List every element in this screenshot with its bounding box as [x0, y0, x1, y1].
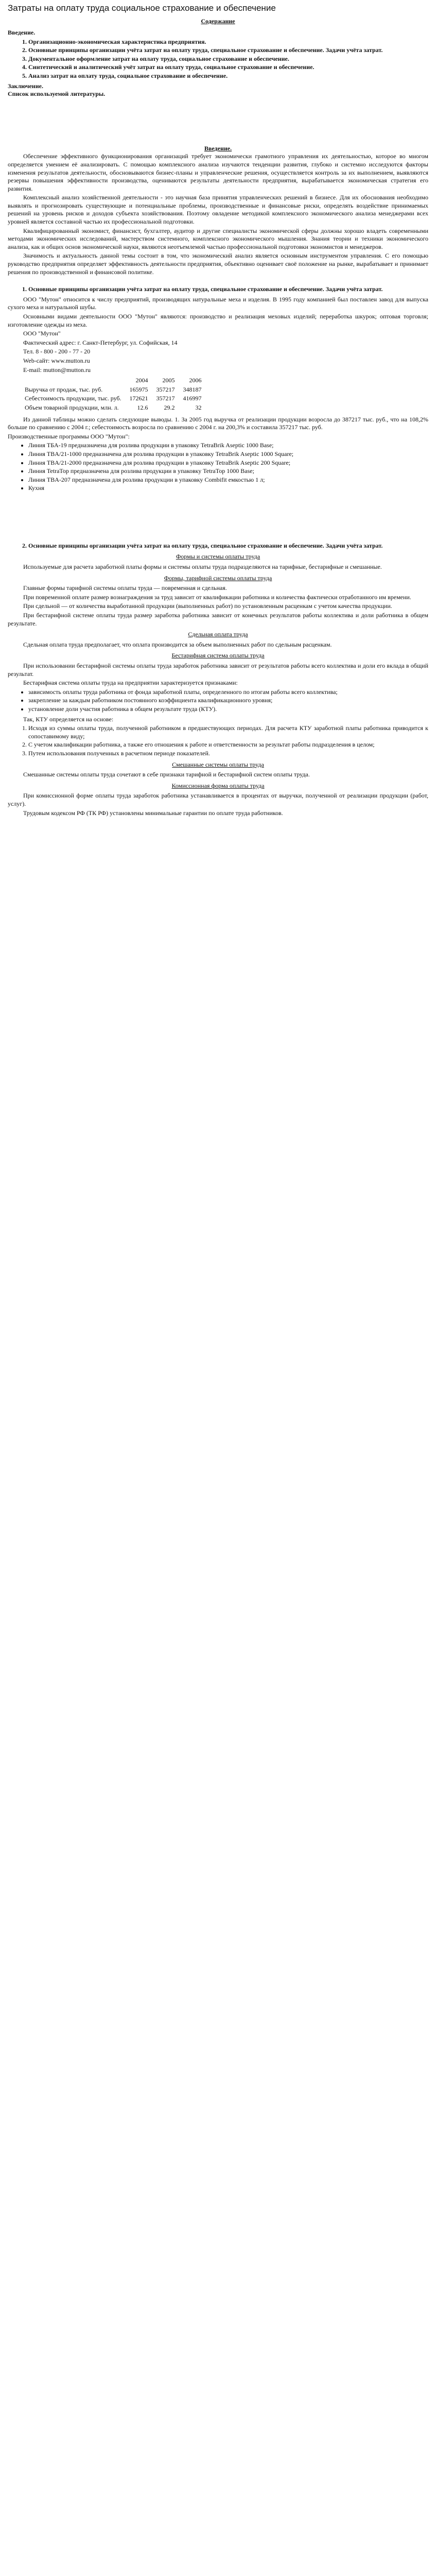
table-row-label: Объем товарной продукции, млн. л.: [25, 403, 119, 411]
intro-paragraph: Комплексный анализ хозяйственной деятельности - это научная база принятия управленческих решений в бизнесе. Для их обоснования необходимо выявлять и прогнозировать существующие и потенциальные проблемы, производственные и финансовые риски, определять воздействие принимаемых решений на уровень рисков и доходов субъекта хозяйствования. Поэтому овладение методикой комплексного экономического анализа менеджерами всех уровней является составной частью их профессиональной подготовки.: [8, 194, 428, 226]
table-cell: 29.2: [164, 403, 175, 411]
table-row-label: Себестоимость продукции, тыс. руб.: [25, 395, 121, 402]
section1-heading-list: [8, 285, 428, 294]
section2-paragraph: При повременной оплате размер вознаграждения за труд зависит от квалификации работника и количества фактически отработанного им времени.: [23, 593, 411, 601]
table-cell: 416997: [183, 395, 202, 402]
table-year: 2005: [162, 377, 175, 384]
toc-item[interactable]: 1. Организационно-экономическая характеристика предприятия.: [28, 38, 428, 46]
list-item: • закрепление за каждым работником постоянного коэффициента квалификационного уровня;: [28, 697, 428, 705]
table-header-row: [21, 376, 206, 385]
products-list: [8, 442, 428, 493]
list-item: 3. Путем использования полученных в расчетном периоде показателей.: [28, 750, 428, 758]
table-cell: 12.6: [137, 403, 148, 411]
list-item: 1. Исходя из суммы оплаты труда, полученной работником в предшествующих периодах. Для расчета КТУ заработной платы работника приводится к сопоставимому виду;: [28, 724, 428, 740]
section2-paragraph: Используемые для расчета заработной платы формы и системы оплаты труда подразделяются на тарифные, бестарифные и смешанные.: [23, 563, 382, 571]
section1-paragraph: ООО "Мутон" относится к числу предприятий, производящих натуральные меха и изделия. В 1995 году компанией был поставлен завод для выпуска сухого меха и натуральной шубы.: [8, 295, 428, 311]
list-item: • Линия TBA/21-1000 предназначена для розлива продукции в упаковку TetraBrik Aseptic 1000 Square;: [28, 450, 428, 459]
table-year: 2004: [135, 377, 148, 384]
intro-paragraph: Значимость и актуальность данной темы состоит в том, что экономический анализ является основным инструментом управления. С его помощью руководство предприятия определяет эффективность деятельности предприятия, объективно оценивает своё положение на рынке, вырабатывает и принимает решения по производственной и финансовой политике.: [8, 252, 428, 276]
subheading: Смешанные системы оплаты труда: [172, 760, 264, 768]
table-cell: 357217: [156, 395, 175, 402]
list-item: • Линия ТБА-19 предназначена для розлива продукции в упаковку TetraBrik Aseptic 1000 Base;: [28, 442, 428, 450]
company-email[interactable]: E-mail: mutton@mutton.ru: [23, 366, 91, 374]
section2-heading: 2. Основные принципы организации учёта затрат на оплату труда, специальное страхование и обеспечение. Задачи учёта затрат.: [28, 542, 428, 550]
subheading: Формы, тарифной системы оплаты труда: [164, 574, 272, 582]
section1-paragraph: Из данной таблицы можно сделать следующие выводы. 1. За 2005 год выручка от реализации продукции возросла до 387217 тыс. руб., что на 108,2% больше по сравнению с 2004 г.; себестоимость возросла по сравнению с 2004 г. на 200,3% и составила 357217 тыс. руб.: [8, 415, 428, 431]
document: [0, 0, 436, 818]
subheading: Бестарифная система оплаты труда: [171, 652, 265, 659]
list-item: • Линия TetraTop предназначена для розлива продукции в упаковку TetraTop 1000 Base;: [28, 467, 428, 476]
toc-list: [8, 38, 428, 80]
company-phone: Тел. 8 - 800 - 200 - 77 - 20: [23, 348, 91, 355]
list-item: • Линия TBA-207 предназначена для розлива продукции в упаковку Combifit емкостью 1 л;: [28, 476, 428, 484]
list-item: 2. С учетом квалификации работника, а также его отношения к работе и ответственности за результат работы подразделения в целом;: [28, 741, 428, 749]
intro-paragraph: Обеспечение эффективного функционирования организаций требует экономически грамотного управления их деятельностью, которое во многом определяется умением её анализировать. С помощью комплексного анализа изучаются тенденции развития, глубоко и системно исследуются факторы изменения результатов деятельности, обосновываются бизнес-планы и управленческие решения, осуществляется контроль за их выполнением, выявляются резервы повышения эффективности производства, оцениваются результаты деятельности предприятия, вырабатывается экономическая стратегия его развития.: [8, 152, 428, 192]
page-title: Затраты на оплату труда социальное страхование и обеспечение: [8, 3, 276, 13]
table-cell: 348187: [183, 385, 202, 393]
table-cell: 32: [195, 403, 202, 411]
subheading: Формы и системы оплаты труда: [176, 553, 260, 561]
section2-paragraph: Сдельная оплата труда предполагает, что оплата производится за объем выполненных работ по сдельным расценкам.: [23, 640, 332, 648]
toc-item[interactable]: 3. Документальное оформление затрат на оплату труда, социальное страхование и обеспечение.: [28, 55, 428, 63]
section2-paragraph: Главные формы тарифной системы оплаты труда — повременная и сдельная.: [23, 584, 227, 592]
financial-table: [21, 376, 206, 412]
list-item: • Линия TBA/21-2000 предназначена для розлива продукции в упаковку TetraBrik Aseptic 200 Square;: [28, 459, 428, 467]
table-row: [21, 403, 206, 413]
section2-paragraph: При сдельной — от количества выработанной продукции (выполненных работ) по установленным расценкам с учетом качества продукции.: [23, 602, 392, 610]
list-item: • установление доли участия работника в общем результате труда (КТУ).: [28, 705, 428, 714]
table-year: 2006: [189, 377, 202, 384]
company-address: Фактический адрес: г. Санкт-Петербург, ул. Софийская, 14: [23, 338, 178, 346]
table-row: [21, 394, 206, 403]
table-cell: 172621: [129, 395, 148, 402]
table-cell: 165975: [129, 385, 148, 393]
table-row: [21, 385, 206, 395]
company-name: ООО "Мутон": [23, 330, 61, 337]
ktu-list: [8, 724, 428, 757]
list-item: • Кухня: [28, 484, 428, 493]
section2-paragraph: Смешанные системы оплаты труда сочетают в себе признаки тарифной и бестарифной систем оплаты труда.: [23, 771, 310, 778]
toc-item[interactable]: 4. Синтетический и аналитический учёт затрат на оплату труда, социальное страхование и обеспечение.: [28, 63, 428, 72]
toc-item[interactable]: 2. Основные принципы организации учёта затрат на оплату труда, специальное страхование и обеспечение. Задачи учёта затрат.: [28, 46, 428, 55]
toc-literature: Список используемой литературы.: [8, 90, 106, 98]
table-cell: 357217: [156, 385, 175, 393]
products-heading: Производственные программы ООО "Мутон":: [8, 432, 130, 440]
tariff-list: [8, 688, 428, 714]
section2-paragraph: Трудовым кодексом РФ (ТК РФ) установлены минимальные гарантии по оплате труда работников.: [23, 809, 283, 817]
section2-paragraph: При комиссионной форме оплаты труда заработок работника устанавливается в процентах от выручки, полученной от реализации продукции (работ, услуг).: [8, 792, 428, 807]
section1-heading: 1. Основные принципы организации учёта затрат на оплату труда, специальное страхование и обеспечение. Задачи учёта затрат.: [28, 285, 428, 294]
subheading: Комиссионная форма оплаты труда: [171, 782, 265, 789]
section1-paragraph: Основными видами деятельности ООО "Мутон" являются: производство и реализация меховых изделий; переработка шкурок; оптовая торговля; изготовление одежды из меха.: [8, 313, 428, 328]
intro-heading: Введение.: [204, 144, 232, 152]
section2-paragraph: Так, КТУ определяется на основе:: [23, 715, 114, 723]
table-row-label: Выручка от продаж, тыс. руб.: [25, 385, 103, 393]
intro-paragraph: Квалифицированный экономист, финансист, бухгалтер, аудитор и другие специалисты экономической сферы должны хорошо владеть современными методами экономических исследований, мастерством системного, комплексного экономического мышления. Знания теории и техники экономического анализа, как и общих основ экономической науки, являются неотъемлемой частью профессиональной подготовки экономистов и менеджеров.: [8, 227, 428, 250]
toc-item[interactable]: 5. Анализ затрат на оплату труда, социальное страхование и обеспечение.: [28, 72, 428, 80]
subheading: Сдельная оплата труда: [188, 631, 248, 638]
section2-paragraph: При бестарифной системе оплаты труда размер заработка работника зависит от конечных результатов работы коллектива и доли работника в общем результате.: [8, 612, 428, 627]
section2-heading-list: [8, 542, 428, 550]
list-item: • зависимость оплаты труда работника от фонда заработной платы, определенного по итогам работы всего коллектива;: [28, 688, 428, 697]
company-website[interactable]: Web-сайт: www.mutton.ru: [23, 357, 90, 364]
toc-heading: Содержание: [201, 18, 235, 25]
toc-intro: Введение.: [8, 28, 36, 36]
section2-paragraph: При использовании бестарифной системы оплаты труда заработок работника зависит от результатов работы всего коллектива и доли его вклада в общий результат.: [8, 662, 428, 677]
section2-paragraph: Бестарифная система оплаты труда на предприятии характеризуется признаками:: [23, 679, 238, 687]
toc-conclusion: Заключение.: [8, 82, 43, 90]
